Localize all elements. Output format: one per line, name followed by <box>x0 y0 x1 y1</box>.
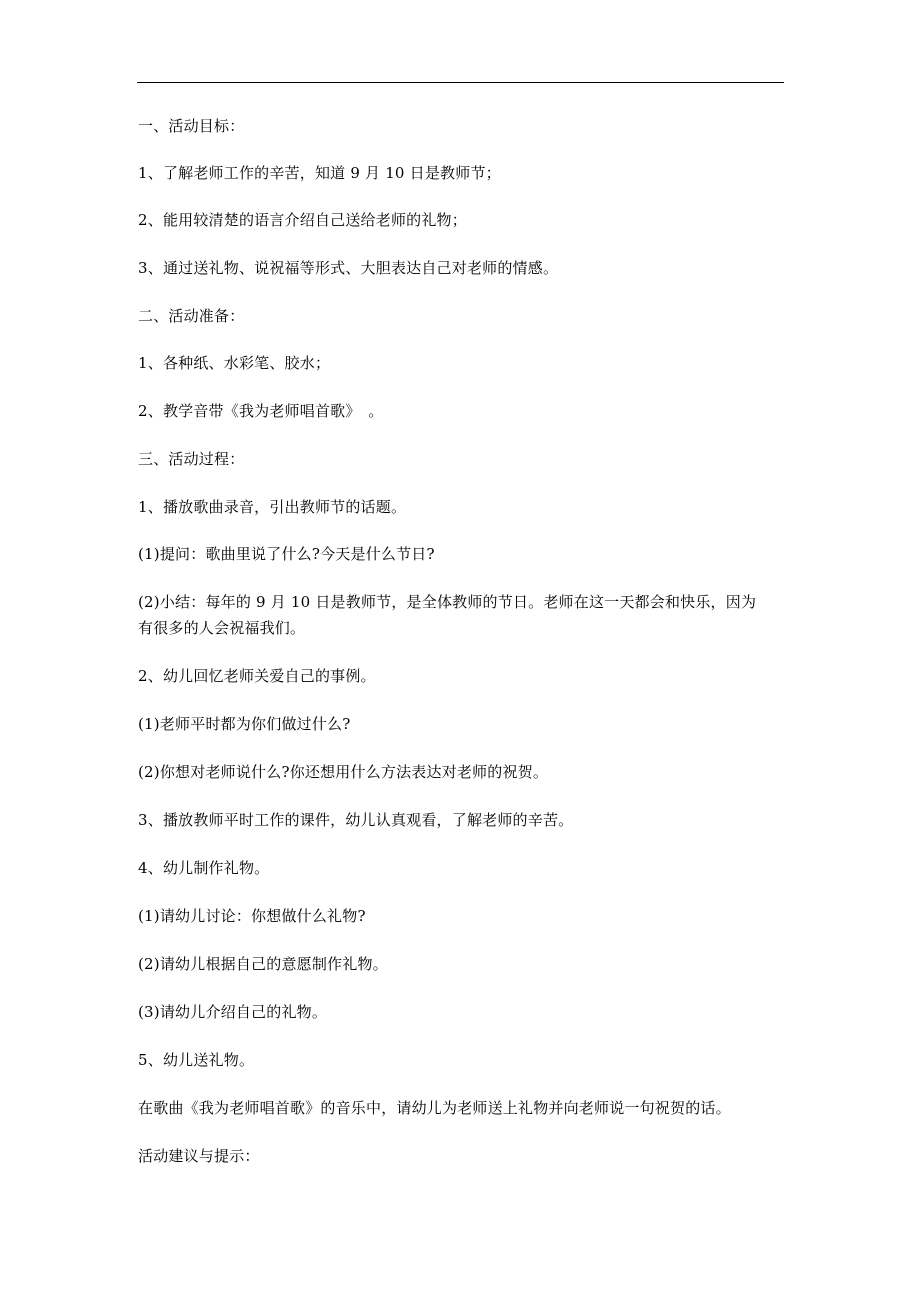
header-rule <box>137 82 784 83</box>
process-step-5: 5、幼儿送礼物。 <box>138 1051 255 1069</box>
section-heading-preparation: 二、活动准备： <box>138 307 245 325</box>
process-step-4: 4、幼儿制作礼物。 <box>138 859 270 877</box>
process-step-3: 3、播放教师平时工作的课件，幼儿认真观看，了解老师的辛苦。 <box>138 811 574 829</box>
process-step-1-question: (1)提问：歌曲里说了什么?今天是什么节日? <box>138 545 435 563</box>
preparation-item-1: 1、各种纸、水彩笔、胶水； <box>138 354 331 372</box>
goal-item-3: 3、通过送礼物、说祝福等形式、大胆表达自己对老师的情感。 <box>138 259 559 277</box>
process-step-5-detail: 在歌曲《我为老师唱首歌》的音乐中，请幼儿为老师送上礼物并向老师说一句祝贺的话。 <box>138 1099 731 1117</box>
section-heading-goals: 一、活动目标： <box>138 117 245 135</box>
process-step-2-question-1: (1)老师平时都为你们做过什么? <box>138 715 351 733</box>
goal-item-1: 1、了解老师工作的辛苦，知道 9 月 10 日是教师节； <box>138 164 501 182</box>
section-heading-suggestions: 活动建议与提示： <box>138 1147 260 1165</box>
process-step-1: 1、播放歌曲录音，引出教师节的话题。 <box>138 498 407 516</box>
process-step-4-sub-2: (2)请幼儿根据自己的意愿制作礼物。 <box>138 955 388 973</box>
preparation-item-2: 2、教学音带《我为老师唱首歌》 。 <box>138 402 384 420</box>
goal-item-2: 2、能用较清楚的语言介绍自己送给老师的礼物； <box>138 211 467 229</box>
section-heading-process: 三、活动过程： <box>138 450 245 468</box>
process-step-1-summary-cont: 有很多的人会祝福我们。 <box>138 619 306 637</box>
process-step-4-sub-1: (1)请幼儿讨论：你想做什么礼物? <box>138 907 366 925</box>
process-step-2-question-2: (2)你想对老师说什么?你还想用什么方法表达对老师的祝贺。 <box>138 763 549 781</box>
process-step-4-sub-3: (3)请幼儿介绍自己的礼物。 <box>138 1003 328 1021</box>
process-step-2: 2、幼儿回忆老师关爱自己的事例。 <box>138 667 376 685</box>
process-step-1-summary: (2)小结：每年的 9 月 10 日是教师节，是全体教师的节日。老师在这一天都会和快乐，因为 <box>138 593 757 611</box>
